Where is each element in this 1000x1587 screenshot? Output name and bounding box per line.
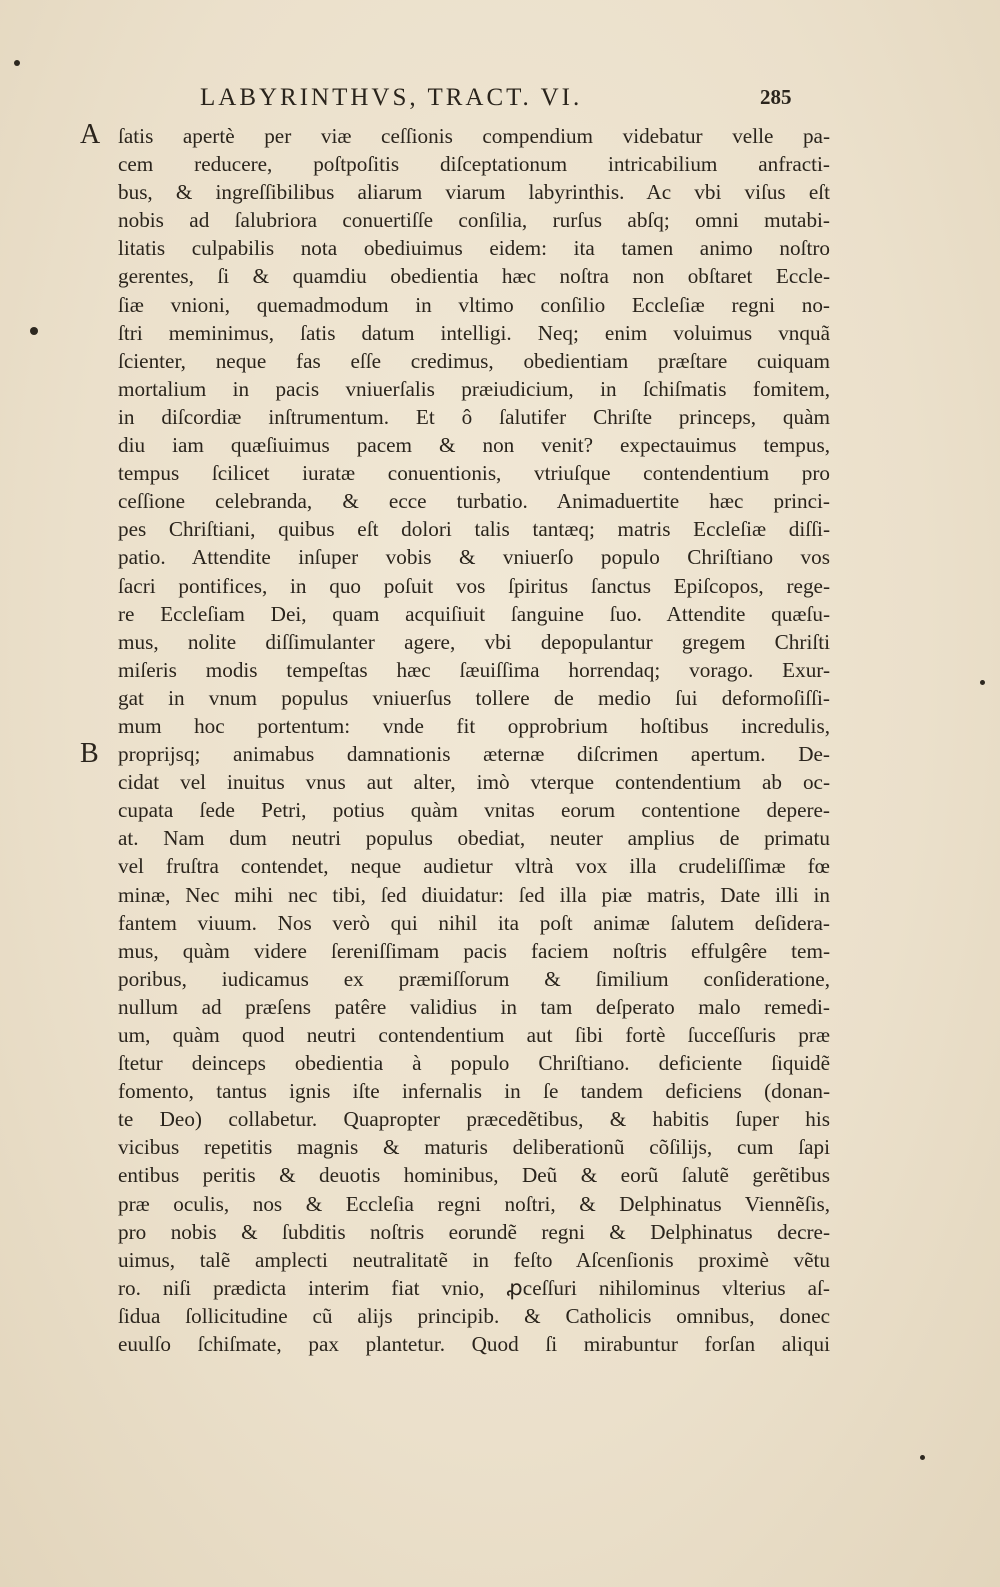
ink-speck [30,327,38,335]
text-line: poribus, iudicamus ex præmiſſorum & ſimilium conſideratione, [118,966,830,991]
ink-speck [920,1455,925,1460]
text-line: ceſſione celebranda, & ecce turbatio. Animaduertite hæc princi- [118,489,830,514]
text-line: patio. Attendite inſuper vobis & vniuerſo populo Chriſtiano vos [118,545,830,570]
text-line: euulſo ſchiſmate, pax plantetur. Quod ſi mirabuntur forſan aliqui [118,1332,830,1357]
text-line: fomento, tantus ignis iſte infernalis in ſe tandem deficiens (donan- [118,1079,830,1104]
text-line: mus, nolite diſſimulanter agere, vbi depopulantur gregem Chriſti [118,629,830,654]
text-line: ro. niſi prædicta interim fiat vnio, ꝓceſſuri nihilominus vlterius aſ- [118,1275,830,1300]
text-line: tempus ſcilicet iuratæ conuentionis, vtriuſque contendentium pro [118,461,830,486]
text-line: præ oculis, nos & Eccleſia regni noſtri, & Delphinatus Viennẽſis, [118,1191,830,1216]
text-line: ſtri meminimus, ſatis datum intelligi. Neq; enim voluimus vnquã [118,320,830,345]
text-line: fantem viuum. Nos verò qui nihil ita poſt animæ ſalutem deſidera- [118,910,830,935]
text-line: miſeris modis tempeſtas hæc ſæuiſſima horrendaq; vorago. Exur- [118,657,830,682]
text-line: nullum ad præſens patêre validius in tam deſperato malo remedi- [118,994,830,1019]
text-line: cem reducere, poſtpoſitis diſceptationum intricabilium anfracti- [118,152,830,177]
text-line: gerentes, ſi & quamdiu obedientia hæc noſtra non obſtaret Eccle- [118,264,830,289]
text-line: in diſcordiæ inſtrumentum. Et ô ſalutifer Chriſte princeps, quàm [118,404,830,429]
ink-speck [14,60,20,66]
margin-letter-b: B [80,738,99,769]
text-line: diu iam quæſiuimus pacem & non venit? expectauimus tempus, [118,433,830,458]
text-line: ſacri pontifices, in quo poſuit vos ſpiritus ſanctus Epiſcopos, rege- [118,573,830,598]
text-line: bus, & ingreſſibilibus aliarum viarum labyrinthis. Ac vbi viſus eſt [118,180,830,205]
text-line: ſidua ſollicitudine cũ alijs principib. & Catholicis omnibus, donec [118,1303,830,1328]
text-line: vel fruſtra contendet, neque audietur vltrà vox illa crudeliſſimæ fœ [118,854,830,879]
ink-speck [980,680,985,685]
margin-letter-a: A [80,119,101,150]
text-line: cupata ſede Petri, potius quàm vnitas eorum contentione depere- [118,798,830,823]
text-line: proprijsq; animabus damnationis æternæ diſcrimen apertum. De- [118,742,830,767]
text-line: nobis ad ſalubriora conuertiſſe conſilia, rurſus abſq; omni mutabi- [118,208,830,233]
text-line: te Deo) collabetur. Quapropter præcedẽtibus, & habitis ſuper his [118,1107,830,1132]
body-text [118,122,830,1358]
text-line: ſatis apertè per viæ ceſſionis compendium videbatur velle pa- [118,124,830,148]
text-line: ſtetur deinceps obedientia à populo Chriſtiano. deficiente ſiquidẽ [118,1051,830,1076]
text-line: pes Chriſtiani, quibus eſt dolori talis tantæq; matris Eccleſiæ diſſi- [118,517,830,542]
text-line: minæ, Nec mihi nec tibi, ſed diuidatur: ſed illa piæ matris, Date illi in [118,882,830,907]
text-line: entibus peritis & deuotis hominibus, Deũ & eorũ ſalutẽ gerẽtibus [118,1163,830,1188]
text-line: ſiæ vnioni, quemadmodum in vltimo conſilio Eccleſiæ regni no- [118,292,830,317]
text-line: at. Nam dum neutri populus obediat, neuter amplius de primatu [118,826,830,851]
text-line: vicibus repetitis magnis & maturis deliberationũ cõſilijs, cum ſapi [118,1135,830,1160]
text-line: pro nobis & ſubditis noſtris eorundẽ regni & Delphinatus decre- [118,1219,830,1244]
text-line: um, quàm quod neutri contendentium aut ſibi fortè ſucceſſuris præ [118,1023,830,1047]
text-line: mus, quàm videre ſereniſſimam pacis faciem noſtris effulgêre tem- [118,938,830,963]
running-title: LABYRINTHVS, TRACT. VI. [200,84,583,111]
text-line: ſcienter, neque fas eſſe credimus, obedientiam præſtare cuiquam [118,348,830,373]
text-line: mum hoc portentum: vnde fit opprobrium hoſtibus incredulis, [118,713,830,738]
text-line: mortalium in pacis vniuerſalis præiudicium, in ſchiſmatis fomitem, [118,376,830,401]
text-line: uimus, talẽ amplecti neutralitatẽ in feſto Aſcenſionis proximè vẽtu [118,1247,830,1272]
folio-number: 285 [760,85,792,109]
text-line: cidat vel inuitus vnus aut alter, imò vterque contendentium ab oc- [118,770,830,795]
text-line: gat in vnum populus vniuerſus tollere de medio ſui deformoſiſſi- [118,685,830,710]
text-line: litatis culpabilis nota obediuimus eidem: ita tamen animo noſtro [118,236,830,261]
text-line: re Eccleſiam Dei, quam acquiſiuit ſanguine ſuo. Attendite quæſu- [118,601,830,626]
